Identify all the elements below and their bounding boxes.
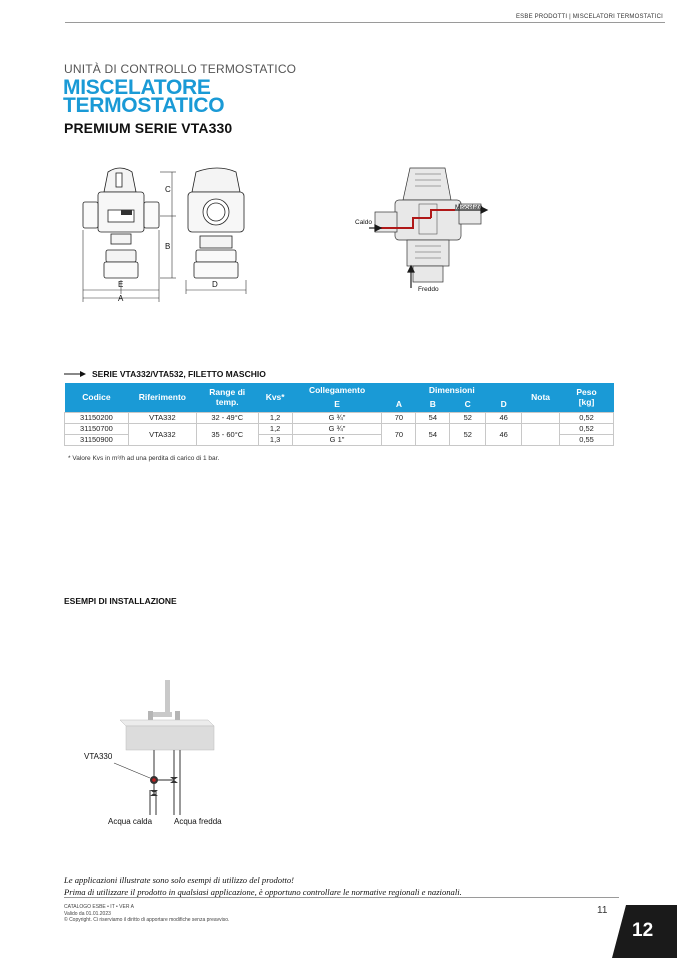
title-line-1: MISCELATORE [63, 76, 211, 99]
label-freddo: Freddo [418, 286, 439, 293]
page-number: 11 [597, 905, 608, 916]
col-peso-l1: Peso [576, 387, 597, 398]
dim-label-c: C [165, 185, 171, 194]
col-dimensioni: Dimensioni [382, 383, 522, 397]
col-range-l2: temp. [215, 397, 239, 408]
product-category: UNITÀ DI CONTROLLO TERMOSTATICO [64, 62, 297, 76]
col-codice: Codice [65, 383, 129, 412]
label-miscelato: Miscelato [455, 204, 483, 211]
col-riferimento: Riferimento [128, 383, 196, 412]
cell-dim-b: 54 [416, 423, 450, 445]
note-line-2: Prima di utilizzare il prodotto in qualsiasi applicazione, è opportuno controllare le normative regionali e nazionali. [64, 887, 462, 897]
cell-codice: 31150200 [65, 412, 129, 423]
cell-collegamento: G ¾" [292, 423, 382, 434]
col-collegamento-e: E [292, 397, 382, 412]
cell-dim-c: 52 [450, 423, 486, 445]
cell-range: 35 - 60°C [196, 423, 258, 445]
spec-table [64, 383, 614, 446]
usage-notes [64, 874, 462, 898]
install-heading: ESEMPI DI INSTALLAZIONE [64, 596, 177, 606]
breadcrumb: ESBE PRODOTTI | MISCELATORI TERMOSTATICI [515, 14, 663, 20]
cell-nota [522, 423, 560, 445]
valve-label: VTA330 [84, 752, 113, 761]
footer-catalog: CATALOGO ESBE • IT • VER A [64, 904, 134, 910]
series-heading [64, 369, 266, 379]
dim-label-a: A [118, 294, 124, 303]
col-dim-c: C [450, 397, 486, 412]
page-title [63, 76, 225, 117]
cell-kvs: 1,2 [258, 423, 292, 434]
cell-peso: 0,52 [560, 423, 614, 434]
footer-info [64, 904, 229, 924]
table-row [65, 412, 614, 423]
cell-riferimento: VTA332 [128, 423, 196, 445]
check-valve-icon [150, 790, 158, 796]
col-collegamento: Collegamento [292, 383, 382, 397]
dim-label-b: B [165, 242, 171, 251]
cell-dim-a: 70 [382, 412, 416, 423]
cell-kvs: 1,3 [258, 434, 292, 445]
col-range-l1: Range di [209, 387, 246, 398]
arrow-icon [64, 369, 86, 379]
table-footnote: * Valore Kvs in m³/h ad una perdita di carico di 1 bar. [68, 455, 220, 462]
cell-collegamento: G 1" [292, 434, 382, 445]
cell-nota [522, 412, 560, 423]
title-line-2: TERMOSTATICO [63, 94, 225, 117]
label-caldo: Caldo [355, 219, 372, 226]
cell-kvs: 1,2 [258, 412, 292, 423]
cell-peso: 0,55 [560, 434, 614, 445]
dim-label-e: E [118, 280, 124, 289]
col-dim-d: D [486, 397, 522, 412]
hot-water-label: Acqua calda [108, 817, 153, 826]
header-rule [65, 22, 665, 23]
sink [120, 720, 214, 726]
col-range [196, 383, 258, 412]
cell-codice: 31150900 [65, 434, 129, 445]
cell-dim-b: 54 [416, 412, 450, 423]
footer-valid: Valido da 01.01.2023 [64, 910, 111, 917]
cross-section-drawing [355, 160, 505, 295]
cell-dim-c: 52 [450, 412, 486, 423]
cold-water-label: Acqua fredda [174, 817, 222, 826]
cell-peso: 0,52 [560, 412, 614, 423]
footer-copyright: © Copyright. Ci riserviamo il diritto di apportare modifiche senza preavviso. [64, 917, 230, 923]
dim-label-d: D [212, 280, 218, 289]
col-nota: Nota [522, 383, 560, 412]
series-title: PREMIUM SERIE VTA330 [64, 120, 233, 136]
note-line-1: Le applicazioni illustrate sono solo esempi di utilizzo del prodotto! [64, 875, 295, 885]
cell-range: 32 - 49°C [196, 412, 258, 423]
footer-rule [64, 897, 619, 898]
cell-collegamento: G ¾" [292, 412, 382, 423]
table-row [65, 423, 614, 434]
col-peso-l2: [kg] [578, 397, 595, 408]
col-dim-a: A [382, 397, 416, 412]
cell-riferimento: VTA332 [128, 412, 196, 423]
series-heading-text: SERIE VTA332/VTA532, FILETTO MASCHIO [92, 369, 266, 379]
cell-dim-d: 46 [486, 412, 522, 423]
esbe-logo [121, 210, 132, 215]
section-number: 12 [632, 920, 654, 941]
col-dim-b: B [416, 397, 450, 412]
cell-dim-d: 46 [486, 423, 522, 445]
faucet [165, 680, 170, 714]
dimension-drawing [78, 160, 268, 305]
cell-codice: 31150700 [65, 423, 129, 434]
cell-dim-a: 70 [382, 423, 416, 445]
col-peso [560, 383, 614, 412]
col-kvs: Kvs* [258, 383, 292, 412]
